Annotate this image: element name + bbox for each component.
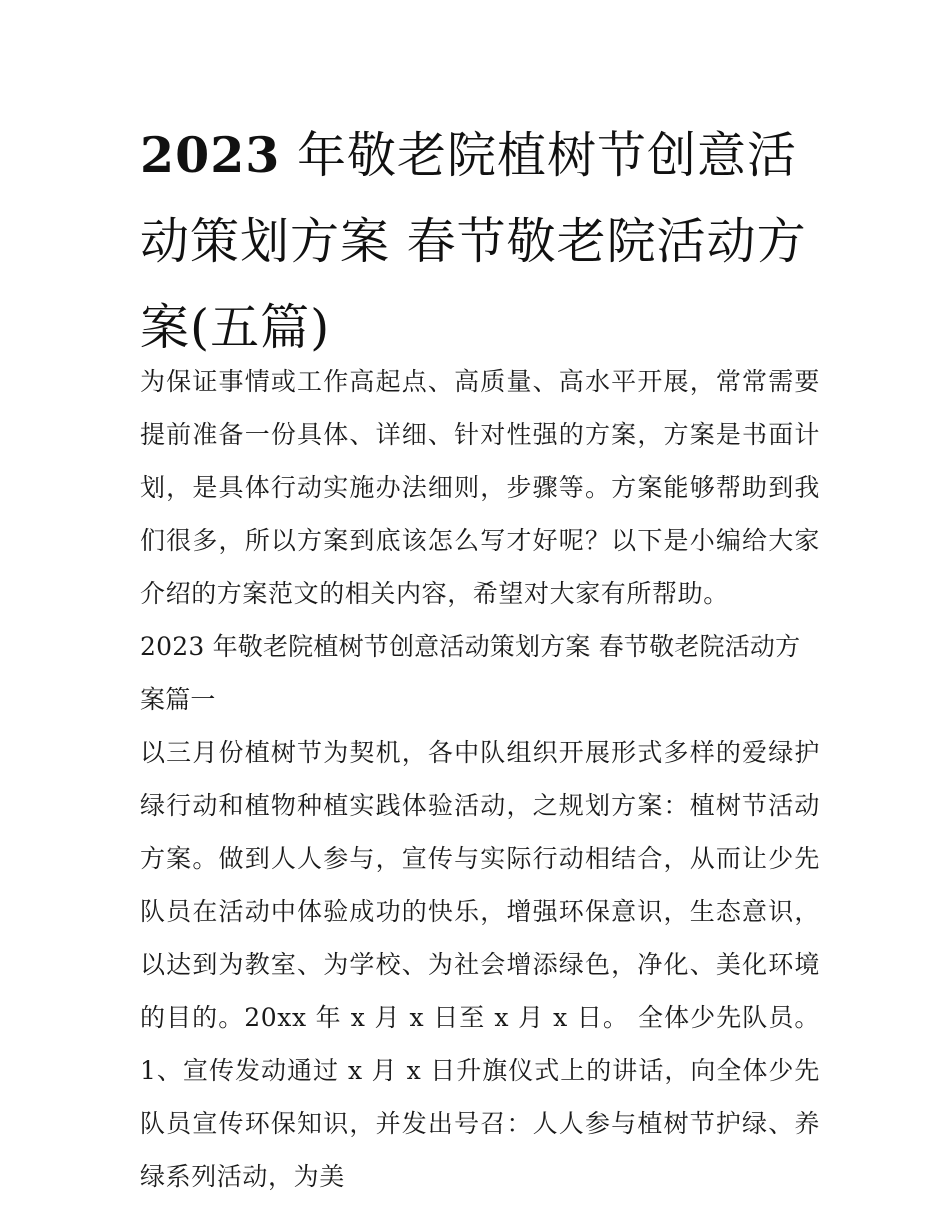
title-year: 2023	[140, 126, 281, 184]
intro-paragraph: 为保证事情或工作高起点、高质量、高水平开展，常常需要提前准备一份具体、详细、针对性强的方案，方案是书面计划，是具体行动实施办法细则，步骤等。方案能够帮助到我们很多，所以方案到底该怎么写才好呢？以下是小编给大家介绍的方案范文的相关内容，希望对大家有所帮助。	[140, 367, 820, 608]
document-body	[140, 355, 820, 1203]
section-paragraph: 以三月份植树节为契机，各中队组织开展形式多样的爱绿护绿行动和植物种植实践体验活动，之规划方案：植树节活动方案。做到人人参与，宣传与实际行动相结合，从而让少先队员在活动中体验成功的快乐，增强环保意识，生态意识，以达到为教室、为学校、为社会增添绿色，净化、美化环境的目的。20xx 年 x 月 x 日至 x 月 x 日。 全体少先队员。 1、宣传发动通过 x 月 x 日升旗仪式上的讲话，向全体少先队员宣传环保知识，并发出号召：人人参与植树节护绿、养绿系列活动，为美	[140, 738, 820, 1191]
title-text: 年敬老院植树节创意活动策划方案 春节敬老院活动方案(五篇)	[140, 127, 807, 356]
section-heading: 2023 年敬老院植树节创意活动策划方案 春节敬老院活动方案篇一	[140, 632, 801, 714]
document-title	[140, 112, 820, 371]
